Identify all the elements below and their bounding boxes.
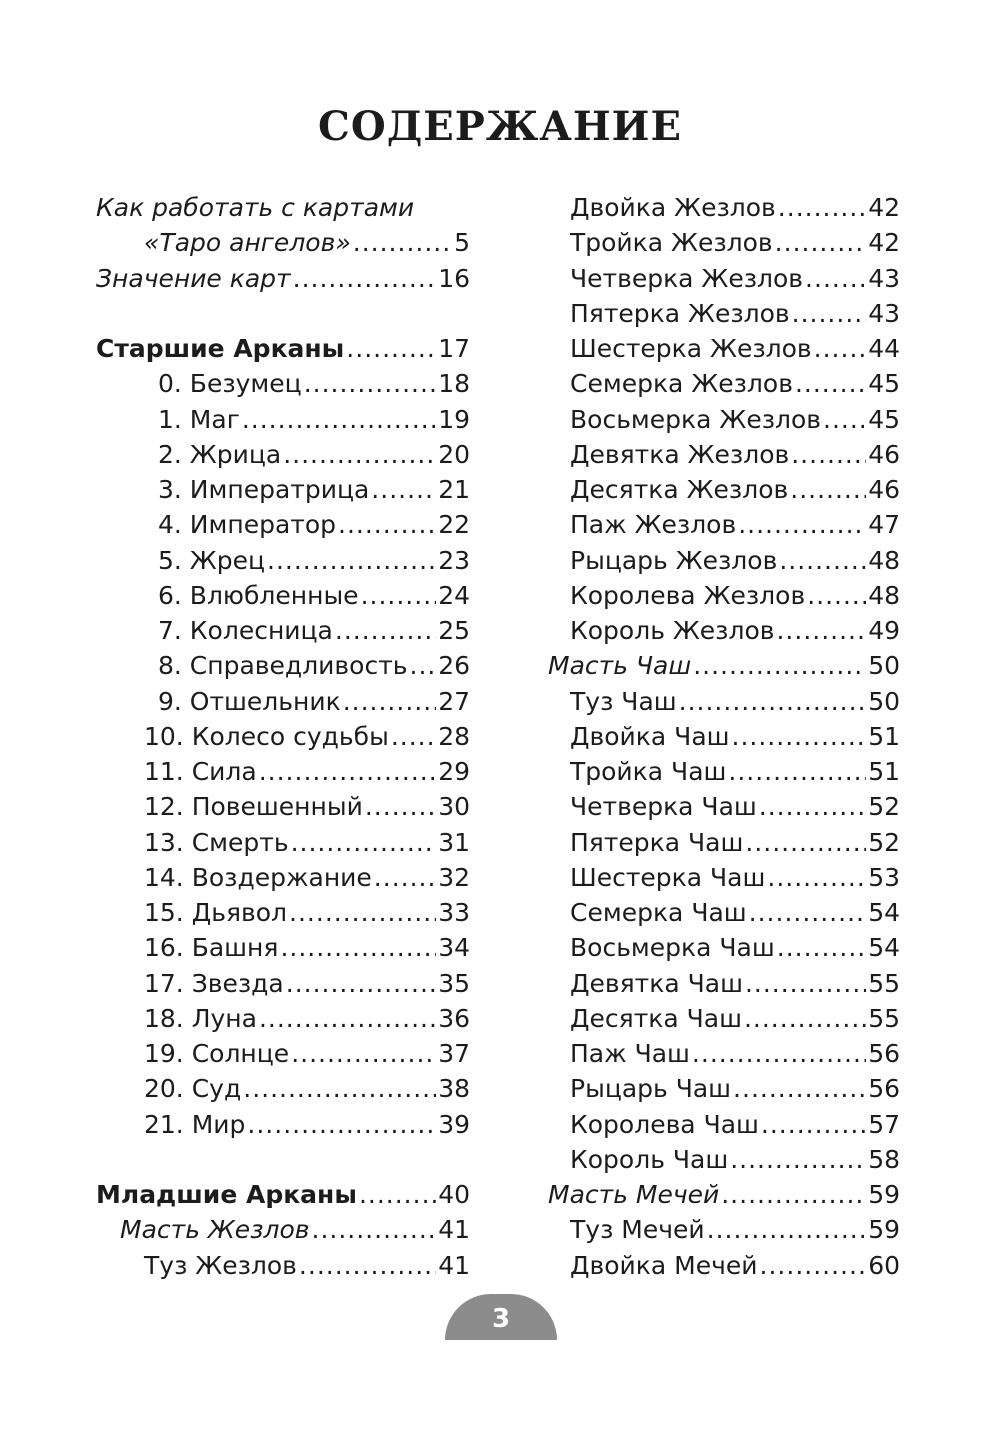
leader-dots bbox=[243, 1071, 436, 1106]
toc-entry-page: 48 bbox=[868, 580, 900, 610]
leader-dots bbox=[744, 1001, 866, 1036]
toc-entry-wands-suit[interactable] bbox=[96, 1212, 470, 1247]
toc-entry-page: 40 bbox=[438, 1180, 470, 1209]
toc-entry-label: 8. Справедливость bbox=[158, 651, 408, 681]
toc-entry-page: 25 bbox=[438, 616, 470, 645]
toc-entry[interactable] bbox=[96, 366, 470, 401]
toc-entry-label: 9. Отшельник bbox=[158, 686, 341, 716]
leader-dots bbox=[283, 437, 436, 472]
toc-entry[interactable] bbox=[548, 613, 900, 648]
leader-dots bbox=[293, 261, 437, 296]
toc-entry-label: Масть Чаш bbox=[548, 651, 692, 681]
toc-entry[interactable] bbox=[548, 648, 900, 683]
toc-entry-page: 56 bbox=[868, 1039, 900, 1068]
leader-dots bbox=[767, 860, 866, 895]
toc-entry[interactable] bbox=[96, 578, 470, 613]
toc-entry[interactable] bbox=[548, 543, 900, 578]
toc-entry[interactable] bbox=[96, 825, 470, 860]
toc-entry-label: Старшие Арканы bbox=[96, 334, 345, 363]
toc-entry-label: Шестерка Жезлов bbox=[570, 334, 812, 363]
toc-entry-label: Король Чаш bbox=[570, 1144, 729, 1174]
toc-entry[interactable] bbox=[548, 895, 900, 930]
toc-entry-label: 13. Смерть bbox=[144, 827, 289, 857]
toc-entry-page: 59 bbox=[868, 1180, 900, 1209]
toc-entry-page: 55 bbox=[868, 1003, 900, 1033]
toc-entry[interactable] bbox=[548, 789, 900, 824]
toc-entry[interactable] bbox=[96, 966, 470, 1001]
toc-entry[interactable] bbox=[548, 578, 900, 613]
leader-dots bbox=[775, 225, 867, 260]
leader-dots bbox=[745, 966, 866, 1001]
leader-dots bbox=[338, 507, 436, 542]
toc-entry-label: 19. Солнце bbox=[144, 1039, 290, 1068]
leader-dots bbox=[693, 648, 866, 683]
toc-entry-page: 43 bbox=[868, 298, 900, 328]
toc-entry[interactable] bbox=[96, 1001, 470, 1036]
toc-entry-page: 47 bbox=[868, 510, 900, 540]
toc-entry[interactable] bbox=[96, 437, 470, 472]
toc-entry[interactable] bbox=[96, 1071, 470, 1106]
toc-entry[interactable] bbox=[548, 1107, 900, 1142]
leader-dots bbox=[777, 930, 866, 965]
toc-entry[interactable] bbox=[548, 684, 900, 719]
toc-entry-label: Двойка Чаш bbox=[570, 721, 730, 751]
toc-entry-label: 21. Мир bbox=[144, 1109, 246, 1139]
toc-entry[interactable] bbox=[548, 296, 900, 331]
toc-entry-label: 16. Башня bbox=[144, 933, 279, 963]
toc-entry[interactable] bbox=[96, 613, 470, 648]
toc-entry-label: 18. Луна bbox=[144, 1003, 257, 1033]
leader-dots bbox=[778, 190, 866, 225]
toc-entry[interactable] bbox=[548, 966, 900, 1001]
toc-entry-label: Шестерка Чаш bbox=[570, 862, 766, 892]
toc-entry[interactable] bbox=[96, 507, 470, 542]
toc-entry-label: 12. Повешенный bbox=[144, 792, 363, 822]
toc-entry[interactable] bbox=[548, 1036, 900, 1071]
leader-dots bbox=[814, 331, 867, 366]
leader-dots bbox=[259, 754, 436, 789]
toc-entry-label: Восьмерка Чаш bbox=[570, 933, 775, 963]
toc-entry-page: 55 bbox=[868, 968, 900, 998]
toc-entry-label: Значение карт bbox=[96, 263, 291, 293]
toc-entry-page: 30 bbox=[438, 792, 470, 822]
toc-entry[interactable] bbox=[548, 860, 900, 895]
toc-entry-page: 54 bbox=[868, 898, 900, 927]
toc-entry-page: 23 bbox=[438, 545, 470, 575]
leader-dots bbox=[247, 1107, 436, 1142]
leader-dots bbox=[371, 472, 436, 507]
leader-dots bbox=[312, 1212, 437, 1247]
toc-entry-page: 48 bbox=[868, 545, 900, 575]
toc-entry-page: 54 bbox=[868, 933, 900, 963]
toc-entry-page: 28 bbox=[438, 721, 470, 751]
toc-entry-label: Восьмерка Жезлов bbox=[570, 404, 822, 434]
toc-entry-page: 5 bbox=[454, 228, 470, 258]
toc-entry-page: 59 bbox=[868, 1215, 900, 1245]
toc-entry[interactable] bbox=[548, 1212, 900, 1247]
toc-entry-meaning[interactable] bbox=[96, 261, 470, 296]
leader-dots bbox=[299, 1248, 436, 1283]
major-arcana-list bbox=[96, 366, 470, 1142]
leader-dots bbox=[761, 1107, 866, 1142]
toc-entry-page: 50 bbox=[868, 651, 900, 681]
toc-entry-label: Масть Жезлов bbox=[120, 1215, 310, 1245]
leader-dots bbox=[291, 1036, 436, 1071]
toc-entry-label: Туз Жезлов bbox=[144, 1250, 297, 1280]
toc-entry[interactable] bbox=[548, 1142, 900, 1177]
toc-entry-label: 3. Императрица bbox=[158, 475, 370, 504]
toc-entry-label: Рыцарь Жезлов bbox=[570, 545, 778, 575]
leader-dots bbox=[805, 261, 866, 296]
toc-entry-label: 6. Влюбленные bbox=[158, 580, 359, 610]
page-title: СОДЕРЖАНИЕ bbox=[318, 103, 682, 150]
toc-entry[interactable] bbox=[548, 825, 900, 860]
leader-dots bbox=[359, 1177, 436, 1212]
page-number: 3 bbox=[491, 1304, 511, 1334]
toc-entry-label: Десятка Жезлов bbox=[570, 475, 789, 504]
leader-dots bbox=[790, 472, 866, 507]
toc-entry-label: Тройка Чаш bbox=[570, 757, 727, 786]
toc-entry-page: 19 bbox=[438, 404, 470, 434]
toc-entry-page: 37 bbox=[438, 1039, 470, 1068]
toc-entry[interactable] bbox=[548, 719, 900, 754]
toc-entry-label: 10. Колесо судьбы bbox=[144, 721, 389, 751]
toc-entry-page: 26 bbox=[438, 651, 470, 681]
toc-entry-label: 17. Звезда bbox=[144, 968, 284, 998]
toc-entry-page: 45 bbox=[868, 369, 900, 399]
leader-dots bbox=[267, 543, 436, 578]
toc-entry-page: 42 bbox=[868, 228, 900, 258]
toc-entry-page: 33 bbox=[438, 898, 470, 927]
leader-dots bbox=[679, 684, 867, 719]
toc-intro-line1: Как работать с картами bbox=[96, 193, 415, 222]
toc-entry-page: 18 bbox=[438, 369, 470, 399]
toc-entry[interactable] bbox=[96, 648, 470, 683]
toc-entry-page: 46 bbox=[868, 475, 900, 504]
toc-left-column bbox=[96, 190, 470, 1283]
toc-entry[interactable] bbox=[96, 719, 470, 754]
leader-dots bbox=[343, 684, 436, 719]
toc-entry-page: 41 bbox=[438, 1250, 470, 1280]
toc-entry-label: Масть Мечей bbox=[548, 1180, 720, 1209]
leader-dots bbox=[759, 789, 866, 824]
toc-entry[interactable] bbox=[96, 1107, 470, 1142]
toc-entry-page: 44 bbox=[868, 334, 900, 363]
spacer bbox=[96, 1142, 470, 1177]
leader-dots bbox=[733, 1071, 866, 1106]
toc-entry-label: Девятка Жезлов bbox=[570, 439, 790, 469]
toc-entry-page: 41 bbox=[438, 1215, 470, 1245]
leader-dots bbox=[707, 1212, 867, 1247]
toc-entry[interactable] bbox=[548, 1177, 900, 1212]
leader-dots bbox=[346, 331, 436, 366]
leader-dots bbox=[361, 578, 437, 613]
page-number-tab bbox=[445, 1294, 557, 1340]
toc-entry-label: Девятка Чаш bbox=[570, 968, 743, 998]
toc-entry-label: 1. Маг bbox=[158, 404, 240, 434]
toc-entry-label: Семерка Жезлов bbox=[570, 369, 793, 399]
toc-entry-label: 4. Император bbox=[158, 510, 337, 540]
toc-entry[interactable] bbox=[548, 261, 900, 296]
leader-dots bbox=[289, 895, 436, 930]
toc-entry[interactable] bbox=[548, 930, 900, 965]
toc-entry-page: 57 bbox=[868, 1109, 900, 1139]
toc-entry[interactable] bbox=[548, 190, 900, 225]
toc-entry[interactable] bbox=[548, 437, 900, 472]
leader-dots bbox=[365, 789, 436, 824]
toc-entry-page: 38 bbox=[438, 1074, 470, 1104]
toc-entry-page: 50 bbox=[868, 686, 900, 716]
toc-entry-page: 39 bbox=[438, 1109, 470, 1139]
toc-entry-label: 7. Колесница bbox=[158, 616, 333, 645]
toc-entry-page: 53 bbox=[868, 862, 900, 892]
toc-entry-page: 56 bbox=[868, 1074, 900, 1104]
toc-entry[interactable] bbox=[96, 930, 470, 965]
toc-entry-label: Пятерка Жезлов bbox=[570, 298, 790, 328]
toc-entry-page: 31 bbox=[438, 827, 470, 857]
leader-dots bbox=[728, 754, 866, 789]
toc-entry-label: Четверка Жезлов bbox=[570, 263, 804, 293]
toc-entry-page: 27 bbox=[438, 686, 470, 716]
toc-entry-label: 15. Дьявол bbox=[144, 898, 288, 927]
toc-entry-intro[interactable] bbox=[96, 225, 470, 260]
toc-entry[interactable] bbox=[548, 1071, 900, 1106]
toc-entry[interactable] bbox=[548, 225, 900, 260]
toc-entry-label: Четверка Чаш bbox=[570, 792, 757, 822]
leader-dots bbox=[795, 366, 866, 401]
toc-entry-label: 5. Жрец bbox=[158, 545, 265, 575]
toc-entry-label: Десятка Чаш bbox=[570, 1003, 742, 1033]
leader-dots bbox=[280, 930, 436, 965]
leader-dots bbox=[738, 507, 866, 542]
toc-entry[interactable] bbox=[96, 789, 470, 824]
leader-dots bbox=[760, 1248, 867, 1283]
toc-entry-page: 42 bbox=[868, 193, 900, 222]
toc-entry-label: Двойка Мечей bbox=[570, 1250, 758, 1280]
toc-entry-page: 16 bbox=[438, 263, 470, 293]
toc-entry-label: «Таро ангелов» bbox=[144, 228, 351, 258]
toc-entry-label: Двойка Жезлов bbox=[570, 193, 776, 222]
toc-entry-label: Туз Чаш bbox=[570, 686, 677, 716]
toc-entry-page: 43 bbox=[868, 263, 900, 293]
toc-entry-label: Семерка Чаш bbox=[570, 898, 747, 927]
leader-dots bbox=[745, 825, 866, 860]
toc-entry[interactable] bbox=[548, 472, 900, 507]
leader-dots bbox=[791, 437, 866, 472]
toc-entry[interactable] bbox=[96, 684, 470, 719]
toc-entry-label: Туз Мечей bbox=[570, 1215, 705, 1245]
toc-entry-page: 17 bbox=[438, 334, 470, 363]
toc-right-column bbox=[548, 190, 900, 1283]
leader-dots bbox=[259, 1001, 436, 1036]
toc-entry-page: 20 bbox=[438, 439, 470, 469]
toc-entry-label: Пятерка Чаш bbox=[570, 827, 744, 857]
leader-dots bbox=[732, 719, 867, 754]
toc-entry-page: 32 bbox=[438, 862, 470, 892]
toc-entry[interactable] bbox=[548, 366, 900, 401]
leader-dots bbox=[823, 402, 866, 437]
toc-entry[interactable] bbox=[96, 895, 470, 930]
toc-section-minor[interactable] bbox=[96, 1177, 470, 1212]
toc-entry-label: Королева Чаш bbox=[570, 1109, 759, 1139]
leader-dots bbox=[242, 402, 436, 437]
leader-dots bbox=[304, 366, 437, 401]
leader-dots bbox=[410, 648, 437, 683]
toc-entry-wands-ace[interactable] bbox=[96, 1248, 470, 1283]
toc-entry-label: 14. Воздержание bbox=[144, 862, 372, 892]
toc-entry-label: 2. Жрица bbox=[158, 439, 282, 469]
toc-entry-page: 24 bbox=[438, 580, 470, 610]
toc-entry[interactable] bbox=[96, 543, 470, 578]
toc-entry-page: 29 bbox=[438, 757, 470, 786]
toc-entry-page: 22 bbox=[438, 510, 470, 540]
leader-dots bbox=[749, 895, 867, 930]
toc-entry-page: 46 bbox=[868, 439, 900, 469]
leader-dots bbox=[776, 613, 866, 648]
leader-dots bbox=[335, 613, 436, 648]
toc-entry-page: 35 bbox=[438, 968, 470, 998]
toc-entry-page: 36 bbox=[438, 1003, 470, 1033]
toc-entry-label: 11. Сила bbox=[144, 757, 257, 786]
leader-dots bbox=[286, 966, 436, 1001]
toc-entry[interactable] bbox=[96, 402, 470, 437]
toc-section-major[interactable] bbox=[96, 331, 470, 366]
leader-dots bbox=[692, 1036, 866, 1071]
toc-entry[interactable] bbox=[548, 507, 900, 542]
toc-entry-page: 60 bbox=[868, 1250, 900, 1280]
toc-entry-label: 0. Безумец bbox=[158, 369, 302, 399]
leader-dots bbox=[391, 719, 436, 754]
toc-entry-label: Король Жезлов bbox=[570, 616, 775, 645]
toc-entry-page: 51 bbox=[868, 721, 900, 751]
toc-entry[interactable] bbox=[96, 754, 470, 789]
toc-entry[interactable] bbox=[96, 472, 470, 507]
leader-dots bbox=[792, 296, 867, 331]
toc-entry[interactable] bbox=[96, 1036, 470, 1071]
toc-entry-label: Тройка Жезлов bbox=[570, 228, 773, 258]
leader-dots bbox=[721, 1177, 866, 1212]
toc-entry-page: 52 bbox=[868, 792, 900, 822]
leader-dots bbox=[374, 860, 436, 895]
toc-entry-page: 51 bbox=[868, 757, 900, 786]
leader-dots bbox=[730, 1142, 866, 1177]
toc-entry[interactable] bbox=[96, 860, 470, 895]
leader-dots bbox=[291, 825, 437, 860]
toc-entry[interactable] bbox=[548, 331, 900, 366]
leader-dots bbox=[353, 225, 452, 260]
toc-entry-page: 45 bbox=[868, 404, 900, 434]
toc-entry-page: 52 bbox=[868, 827, 900, 857]
toc-entry[interactable] bbox=[548, 1248, 900, 1283]
toc-entry-label: Младшие Арканы bbox=[96, 1180, 357, 1209]
spacer bbox=[96, 296, 470, 331]
toc-entry[interactable] bbox=[548, 402, 900, 437]
toc-entry-label: Королева Жезлов bbox=[570, 580, 806, 610]
toc-entry-label: Рыцарь Чаш bbox=[570, 1074, 732, 1104]
toc-entry-page: 49 bbox=[868, 616, 900, 645]
toc-entry-label: Паж Жезлов bbox=[570, 510, 737, 540]
leader-dots bbox=[807, 578, 866, 613]
toc-entry-page: 21 bbox=[438, 475, 470, 504]
toc-entry[interactable] bbox=[548, 1001, 900, 1036]
toc-entry-label: Паж Чаш bbox=[570, 1039, 690, 1068]
toc-entry-label: 20. Суд bbox=[144, 1074, 242, 1104]
toc-entry-page: 58 bbox=[868, 1144, 900, 1174]
toc-entry-page: 34 bbox=[438, 933, 470, 963]
toc-entry[interactable] bbox=[548, 754, 900, 789]
leader-dots bbox=[779, 543, 866, 578]
